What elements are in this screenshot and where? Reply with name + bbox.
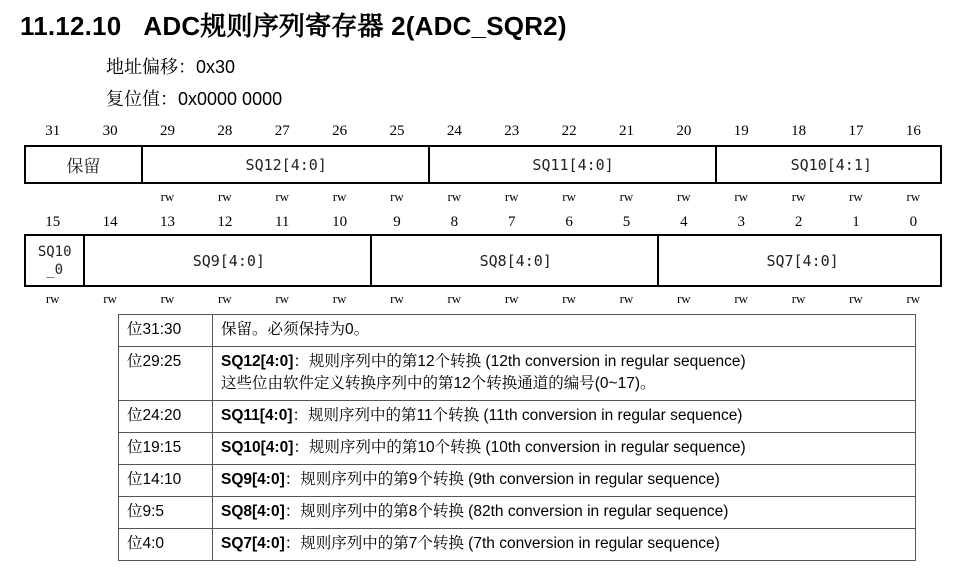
- bit-number: 28: [217, 123, 233, 139]
- access-type: rw: [906, 291, 921, 306]
- access-type: rw: [791, 189, 806, 204]
- bit-number: 10: [332, 214, 348, 230]
- bit-number: 12: [217, 214, 233, 230]
- bit-number: 3: [737, 214, 745, 230]
- bit-number: 11: [274, 214, 290, 230]
- bit-description: [213, 433, 916, 465]
- field-sq10-low-line1: SQ10: [37, 243, 72, 260]
- field-name: SQ8[4:0]: [221, 503, 285, 520]
- description-text: 保留。必须保持为0。: [221, 321, 370, 338]
- access-type: rw: [160, 189, 175, 204]
- section-title: [20, 6, 567, 43]
- bit-description: [213, 401, 916, 433]
- register-low: [24, 234, 942, 287]
- access-type: rw: [103, 291, 117, 306]
- description-text: ：规则序列中的第12个转换 (12th conversion in regular sequence): [293, 353, 746, 370]
- access-type: rw: [676, 189, 691, 204]
- bit-range: 位29:25: [119, 347, 213, 401]
- bit-number: 19: [733, 123, 749, 139]
- address-offset: 地址偏移：0x30: [106, 57, 236, 77]
- field-reserved: 保留: [66, 157, 101, 177]
- access-type: rw: [562, 291, 576, 306]
- access-type: rw: [332, 291, 347, 306]
- field-sq12: SQ12[4:0]: [141, 147, 430, 182]
- description-text: ：规则序列中的第8个转换 (82th conversion in regular sequence): [284, 503, 729, 520]
- description-row: [119, 433, 916, 465]
- bit-range: 位9:5: [119, 497, 213, 529]
- access-type: rw: [217, 291, 232, 306]
- bit-number: 15: [45, 214, 61, 230]
- description-row: [119, 401, 916, 433]
- access-type: rw: [504, 189, 519, 204]
- access-type: rw: [275, 189, 290, 204]
- bit-number: 25: [389, 123, 405, 139]
- bit-range: 位31:30: [119, 315, 213, 347]
- description-row: [119, 465, 916, 497]
- access-type: rw: [332, 189, 347, 204]
- description-text: ：规则序列中的第11个转换 (11th conversion in regular sequence): [292, 407, 743, 424]
- bit-number: 23: [504, 123, 520, 139]
- field-name: SQ9[4:0]: [221, 471, 285, 488]
- bit-number: 1: [852, 214, 860, 230]
- bit-number: 7: [507, 214, 516, 230]
- bit-number: 24: [446, 123, 462, 139]
- access-type: rw: [619, 291, 634, 306]
- access-low: [24, 291, 942, 307]
- bit-number: 13: [159, 214, 175, 230]
- bit-number: 20: [676, 123, 692, 139]
- access-type: rw: [447, 291, 462, 306]
- access-type: rw: [447, 189, 462, 204]
- description-text: ：规则序列中的第7个转换 (7th conversion in regular sequence): [284, 535, 720, 552]
- bit-number: 26: [332, 123, 348, 139]
- access-type: rw: [390, 189, 404, 204]
- bit-description: [213, 497, 916, 529]
- bit-number: 29: [159, 123, 175, 139]
- bit-description: [213, 465, 916, 497]
- access-type: rw: [619, 189, 634, 204]
- field-name: SQ7[4:0]: [221, 535, 285, 552]
- bit-range: 位24:20: [119, 401, 213, 433]
- bit-number: 5: [622, 214, 631, 230]
- bit-number: 22: [561, 123, 577, 139]
- section-heading: ADC规则序列寄存器 2(ADC_SQR2): [143, 11, 567, 41]
- description-row: [119, 315, 916, 347]
- access-type: rw: [676, 291, 691, 306]
- access-type: rw: [734, 189, 749, 204]
- access-type: rw: [791, 291, 806, 306]
- access-type: rw: [390, 291, 404, 306]
- bit-number: 27: [274, 123, 290, 139]
- access-type: rw: [906, 189, 921, 204]
- access-type: rw: [45, 291, 60, 306]
- field-sq10-low: [26, 236, 83, 285]
- bit-range: 位4:0: [119, 529, 213, 561]
- bit-numbers-low: [24, 214, 942, 234]
- field-sq8: SQ8[4:0]: [370, 236, 659, 285]
- access-type: rw: [504, 291, 519, 306]
- description-row: [119, 497, 916, 529]
- access-type: rw: [849, 291, 863, 306]
- bit-number: 17: [848, 123, 864, 139]
- bit-number: 6: [565, 214, 573, 230]
- bit-description: [213, 347, 916, 401]
- field-name: SQ10[4:0]: [221, 439, 294, 456]
- access-type: rw: [734, 291, 749, 306]
- access-type: rw: [160, 291, 175, 306]
- description-text: ：规则序列中的第10个转换 (10th conversion in regular sequence): [293, 439, 746, 456]
- field-name: SQ11[4:0]: [221, 407, 293, 424]
- field-sq11: SQ11[4:0]: [428, 147, 717, 182]
- bit-description-table: [118, 314, 916, 561]
- bit-numbers-high: [24, 123, 942, 143]
- field-sq10-low-line2: _0: [46, 261, 64, 278]
- bit-number: 0: [909, 214, 918, 230]
- description-row: [119, 529, 916, 561]
- access-type: rw: [562, 189, 576, 204]
- bit-number: 9: [393, 214, 401, 230]
- register-high: [24, 145, 942, 184]
- field-sq7: SQ7[4:0]: [657, 236, 946, 285]
- bit-number: 21: [618, 123, 634, 139]
- bit-range: 位19:15: [119, 433, 213, 465]
- bit-number: 8: [450, 214, 459, 230]
- description-text: ：规则序列中的第9个转换 (9th conversion in regular sequence): [284, 471, 720, 488]
- field-sq10-high: SQ10[4:1]: [715, 147, 947, 182]
- description-row: [119, 347, 916, 401]
- section-number: 11.12.10: [20, 11, 122, 41]
- bit-number: 14: [102, 214, 118, 230]
- bit-description: [213, 315, 916, 347]
- bit-number: 31: [45, 123, 61, 139]
- access-type: rw: [275, 291, 290, 306]
- access-type: rw: [849, 189, 863, 204]
- bit-description: [213, 529, 916, 561]
- access-type: rw: [217, 189, 232, 204]
- bit-number: 30: [102, 123, 118, 139]
- bit-number: 2: [794, 214, 803, 230]
- bit-number: 4: [680, 214, 688, 230]
- description-detail: 这些位由软件定义转换序列中的第12个转换通道的编号(0~17)。: [221, 375, 656, 392]
- bit-number: 18: [791, 123, 807, 139]
- reset-value: 复位值：0x0000 0000: [106, 89, 283, 109]
- field-sq9: SQ9[4:0]: [83, 236, 372, 285]
- field-name: SQ12[4:0]: [221, 353, 294, 370]
- bit-range: 位14:10: [119, 465, 213, 497]
- bit-number: 16: [905, 123, 921, 139]
- access-high: [24, 189, 942, 205]
